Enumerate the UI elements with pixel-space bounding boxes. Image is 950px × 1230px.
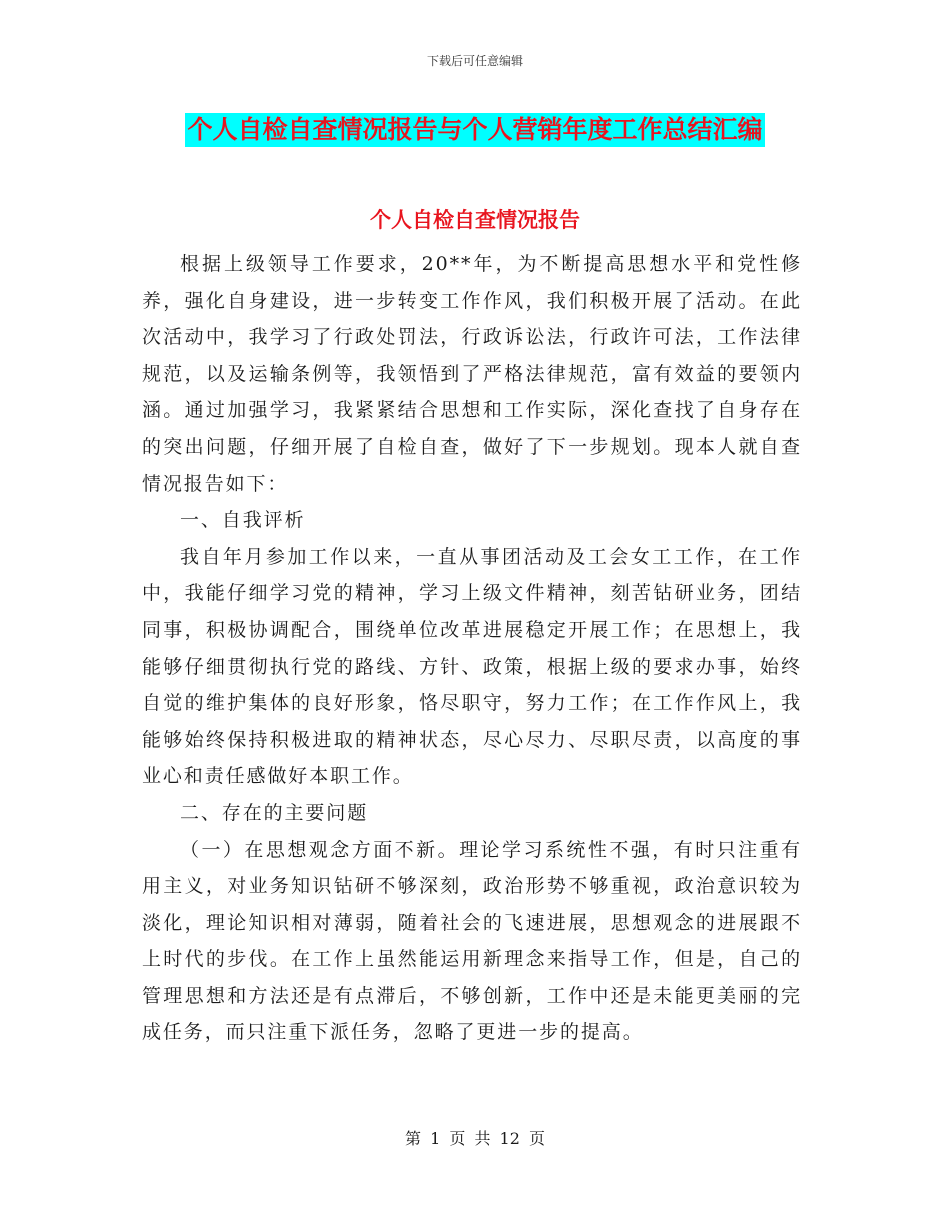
section-title: 个人自检自查情况报告 — [370, 208, 580, 232]
page-number-footer: 第 1 页 共 12 页 — [405, 1129, 545, 1148]
paragraph-self-assessment: 我自年月参加工作以来，一直从事团活动及工会女工工作，在工作中，我能仔细学习党的精神，学习上级文件精神，刻苦钻研业务，团结同事，积极协调配合，围绕单位改革进展稳定开展工作；在思想上，我能够仔细贯彻执行党的路线、方针、政策，根据上级的要求办事，始终自觉的维护集体的良好形象，恪尽职守，努力工作；在工作作风上，我能够始终保持积极进取的精神状态，尽心尽力、尽职尽责，以高度的事业心和责任感做好本职工作。 — [142, 545, 802, 788]
paragraph-problem-1: （一）在思想观念方面不新。理论学习系统性不强，有时只注重有用主义，对业务知识钻研不够深刻，政治形势不够重视，政治意识较为淡化，理论知识相对薄弱，随着社会的飞速进展，思想观念的进展跟不上时代的步伐。在工作上虽然能运用新理念来指导工作，但是，自己的管理思想和方法还是有点滞后，不够创新，工作中还是未能更美丽的完成任务，而只注重下派任务，忽略了更进一步的提高。 — [142, 838, 802, 1044]
paragraph-intro: 根据上级领导工作要求，20**年，为不断提高思想水平和党性修养，强化自身建设，进一步转变工作作风，我们积极开展了活动。在此次活动中，我学习了行政处罚法，行政诉讼法，行政许可法，工作法律规范，以及运输条例等，我领悟到了严格法律规范，富有效益的要领内涵。通过加强学习，我紧紧结合思想和工作实际，深化查找了自身存在的突出问题，仔细开展了自检自查，做好了下一步规划。现本人就自查情况报告如下： — [142, 253, 802, 495]
document-title-container — [0, 113, 950, 147]
document-body — [142, 246, 802, 1051]
page-header-note: 下载后可任意编辑 — [426, 54, 523, 68]
document-title: 个人自检自查情况报告与个人营销年度工作总结汇编 — [185, 113, 764, 147]
heading-main-problems: 二、存在的主要问题 — [180, 801, 369, 824]
heading-self-assessment: 一、自我评析 — [180, 509, 306, 532]
